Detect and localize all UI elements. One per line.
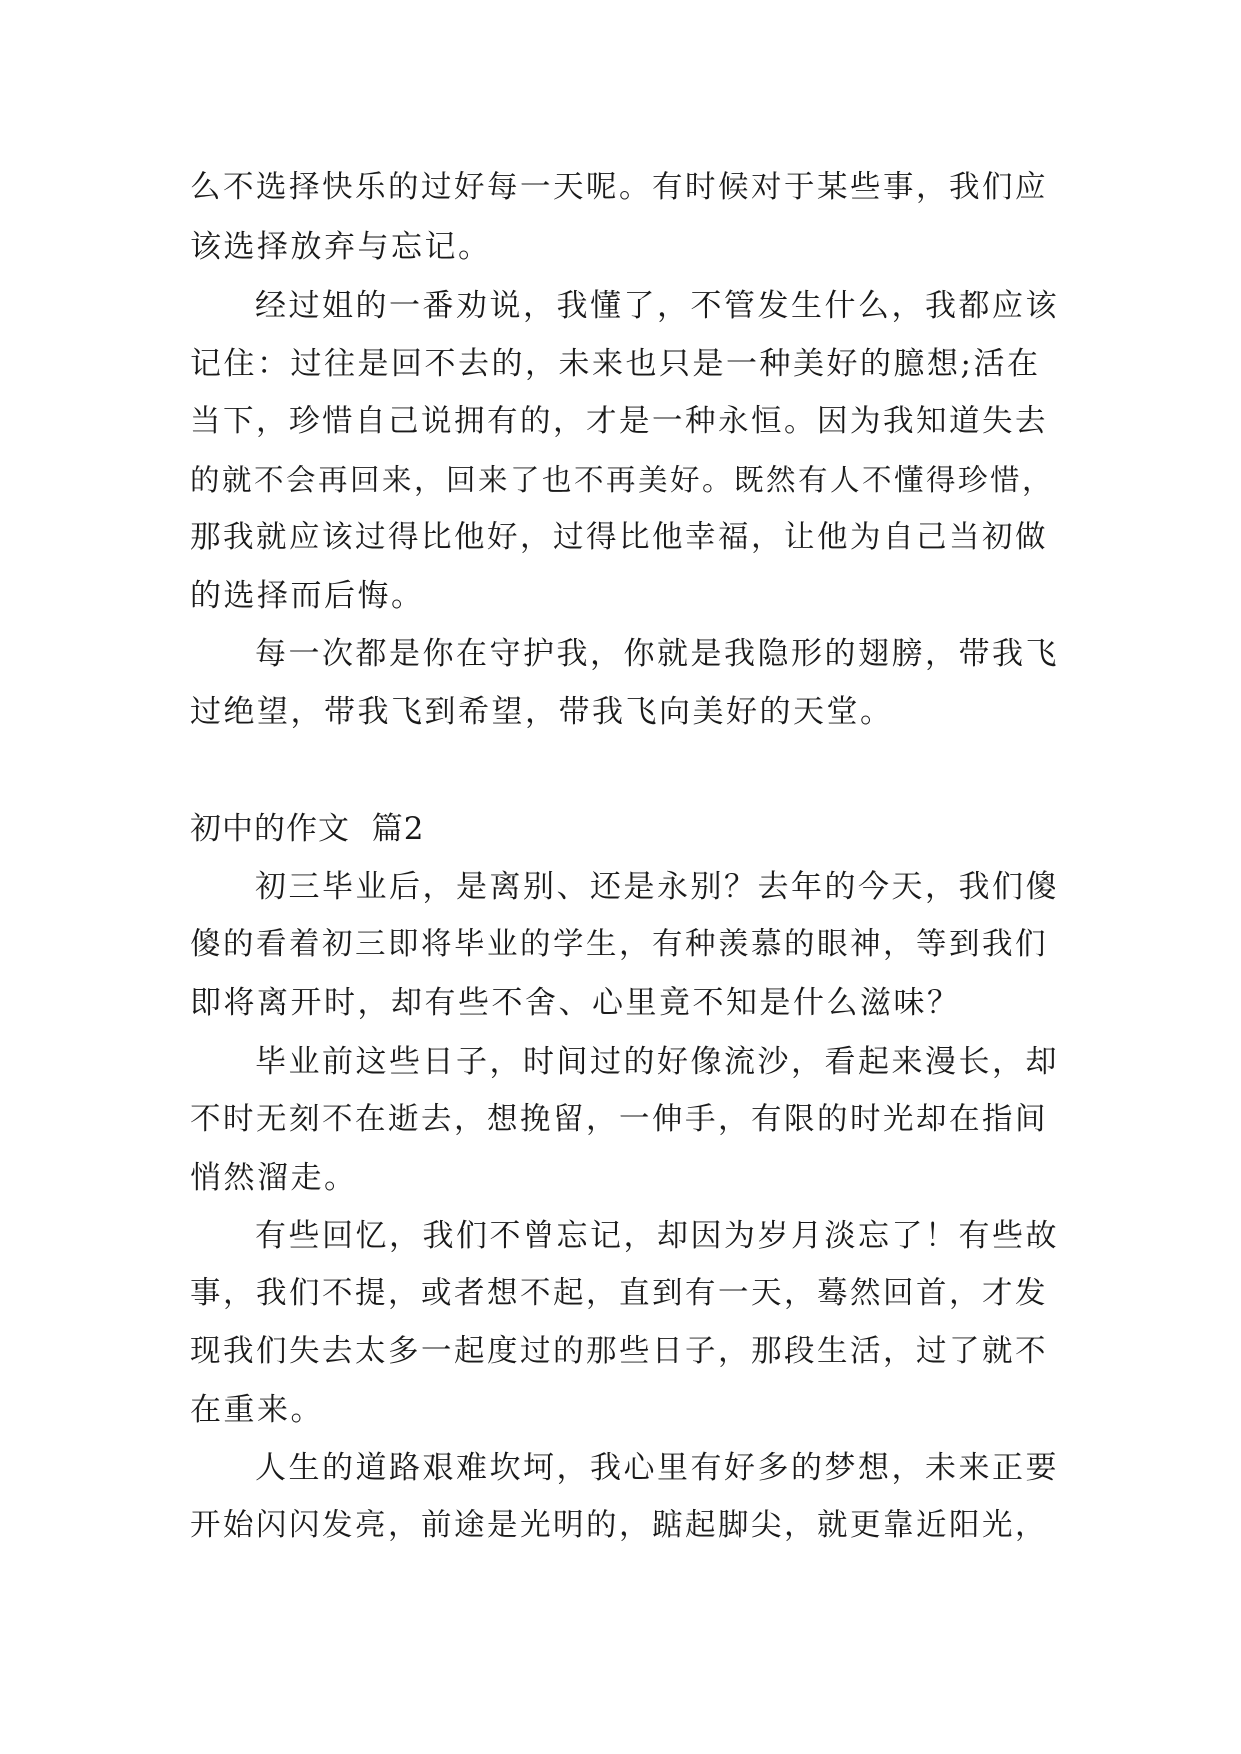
text-line: 那我就应该过得比他好，过得比他幸福，让他为自己当初做 [190, 520, 1048, 555]
text-line: 开始闪闪发亮，前途是光明的，踮起脚尖，就更靠近阳光， [190, 1508, 1048, 1543]
text-line: 初三毕业后，是离别、还是永别？去年的今天，我们傻 [255, 869, 1059, 905]
text-line: 有些回忆，我们不曾忘记，却因为岁月淡忘了！有些故 [255, 1218, 1059, 1254]
text-line: 傻的看着初三即将毕业的学生，有种羡慕的眼神，等到我们 [190, 927, 1048, 962]
text-line: 的就不会再回来，回来了也不再美好。既然有人不懂得珍惜， [190, 463, 1055, 497]
text-line: 现我们失去太多一起度过的那些日子，那段生活，过了就不 [190, 1334, 1048, 1369]
text-line: 每一次都是你在守护我，你就是我隐形的翅膀，带我飞 [255, 636, 1059, 672]
text-line: 悄然溜走。 [190, 1160, 358, 1196]
text-line: 经过姐的一番劝说，我懂了，不管发生什么，我都应该 [255, 288, 1059, 324]
section-heading: 初中的作文 篇2 [190, 811, 425, 847]
text-line: 的选择而后悔。 [190, 578, 425, 614]
text-line: 毕业前这些日子，时间过的好像流沙，看起来漫长，却 [255, 1044, 1059, 1080]
text-line: 当下，珍惜自己说拥有的，才是一种永恒。因为我知道失去 [190, 404, 1048, 439]
text-line: 么不选择快乐的过好每一天呢。有时候对于某些事，我们应 [190, 170, 1048, 205]
text-line: 在重来。 [190, 1392, 324, 1428]
text-line: 人生的道路艰难坎坷，我心里有好多的梦想，未来正要 [255, 1450, 1059, 1486]
text-line: 不时无刻不在逝去，想挽留，一伸手，有限的时光却在指间 [190, 1102, 1048, 1137]
text-line: 过绝望，带我飞到希望，带我飞向美好的天堂。 [190, 694, 894, 730]
text-line: 记住：过往是回不去的，未来也只是一种美好的臆想;活在 [190, 346, 1041, 382]
text-line: 事，我们不提，或者想不起，直到有一天，蓦然回首，才发 [190, 1276, 1048, 1311]
text-line: 该选择放弃与忘记。 [190, 229, 492, 265]
text-line: 即将离开时，却有些不舍、心里竟不知是什么滋味？ [190, 985, 961, 1021]
